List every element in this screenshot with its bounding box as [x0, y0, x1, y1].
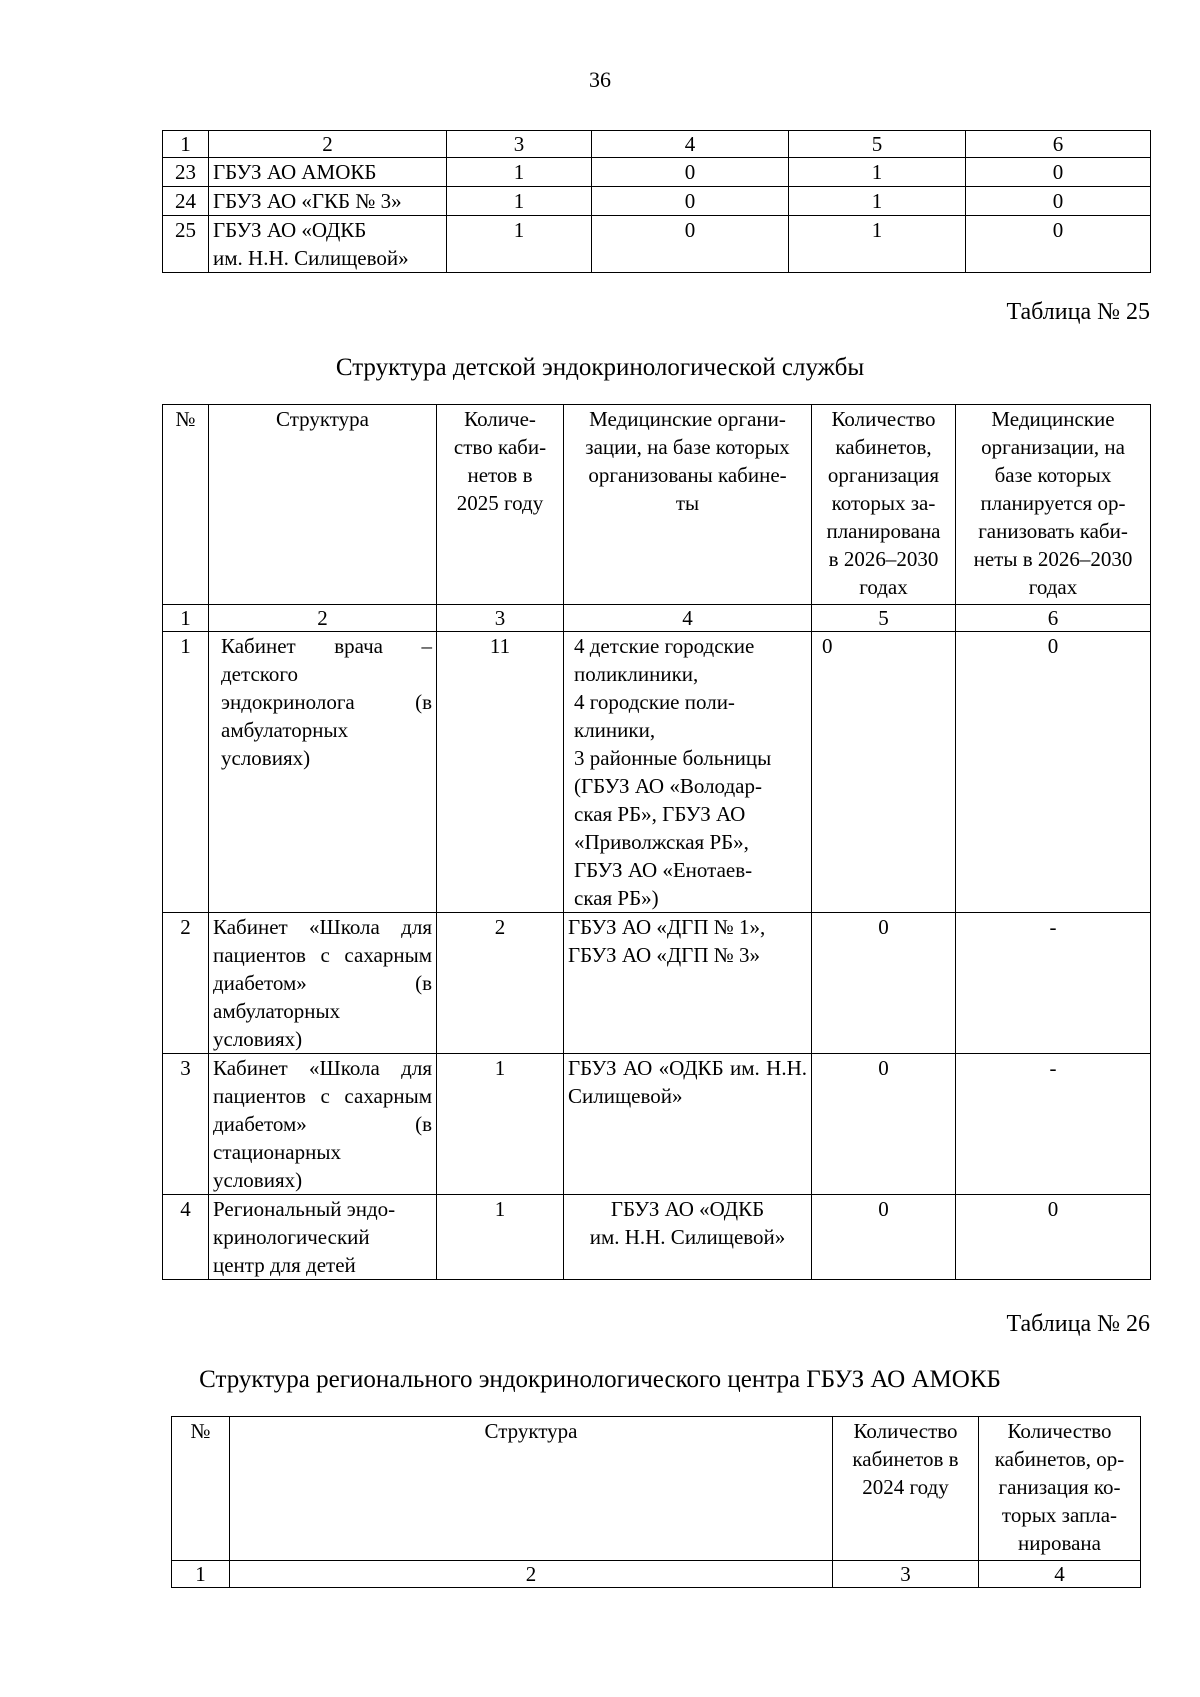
- colnum: 5: [789, 131, 966, 158]
- planned-cell: 0: [812, 1054, 956, 1195]
- table-26: [171, 1416, 1141, 1588]
- cell: 0: [592, 216, 789, 273]
- org-name: ГБУЗ АО «ГКБ № 3»: [209, 187, 447, 216]
- row-number: 24: [163, 187, 209, 216]
- row-number: 2: [163, 913, 209, 1054]
- colnum: 1: [172, 1561, 230, 1588]
- row-number: 23: [163, 158, 209, 187]
- cell: 0: [966, 216, 1151, 273]
- orgs-cell: ГБУЗ АО «ОДКБ им. Н.Н. Силищевой»: [564, 1054, 812, 1195]
- table-row: [163, 187, 1151, 216]
- org-name: ГБУЗ АО АМОКБ: [209, 158, 447, 187]
- table-26-title: Структура регионального эндокринологического центра ГБУЗ АО АМОКБ: [199, 1366, 1001, 1393]
- colnum: 1: [163, 605, 209, 632]
- header-row: [163, 405, 1151, 605]
- header-number: №: [163, 405, 209, 605]
- planned-cell: 0: [812, 632, 956, 913]
- row-number: 1: [163, 632, 209, 913]
- header-planned-organizations: Медицинские организации, на базе которых планируется ор- ганизовать каби- неты в 2026–2030 годах: [956, 405, 1151, 605]
- row-number: 4: [163, 1195, 209, 1280]
- structure-cell: Региональный эндо- кринологический центр для детей: [209, 1195, 437, 1280]
- cell: 1: [447, 216, 592, 273]
- colnum: 3: [447, 131, 592, 158]
- header-planned-count: Количество кабинетов, организация которых за- планирована в 2026–2030 годах: [812, 405, 956, 605]
- cell: 0: [592, 158, 789, 187]
- colnum: 4: [564, 605, 812, 632]
- colnum: 4: [979, 1561, 1141, 1588]
- column-number-row: [163, 605, 1151, 632]
- page-number: 36: [589, 67, 611, 92]
- structure-cell: Кабинет врача – детского эндокринолога (в амбулаторных условиях): [209, 632, 437, 913]
- cell: 0: [966, 187, 1151, 216]
- table-25: [162, 404, 1151, 1280]
- orgs-cell: ГБУЗ АО «ОДКБ им. Н.Н. Силищевой»: [564, 1195, 812, 1280]
- table-row: [163, 1195, 1151, 1280]
- cell: 0: [592, 187, 789, 216]
- header-count-2024: Количество кабинетов в 2024 году: [833, 1417, 979, 1561]
- planned-orgs-cell: 0: [956, 1195, 1151, 1280]
- colnum: 6: [966, 131, 1151, 158]
- header-structure: Структура: [209, 405, 437, 605]
- header-row: [172, 1417, 1141, 1561]
- colnum: 2: [209, 131, 447, 158]
- colnum: 2: [230, 1561, 833, 1588]
- continuation-table: [162, 130, 1151, 273]
- count-cell: 2: [437, 913, 564, 1054]
- table-25-caption: Таблица № 25: [1006, 299, 1150, 325]
- header-organizations: Медицинские органи- зации, на базе которых организованы кабине- ты: [564, 405, 812, 605]
- cell: 1: [447, 158, 592, 187]
- count-cell: 11: [437, 632, 564, 913]
- colnum: 5: [812, 605, 956, 632]
- row-number: 25: [163, 216, 209, 273]
- cell: 1: [789, 216, 966, 273]
- colnum: 4: [592, 131, 789, 158]
- planned-orgs-cell: -: [956, 1054, 1151, 1195]
- structure-cell: Кабинет «Школа для пациентов с сахарным диабетом» (в амбулаторных условиях): [209, 913, 437, 1054]
- orgs-cell: ГБУЗ АО «ДГП № 1», ГБУЗ АО «ДГП № 3»: [564, 913, 812, 1054]
- header-count-2025: Количе- ство каби- нетов в 2025 году: [437, 405, 564, 605]
- count-cell: 1: [437, 1195, 564, 1280]
- cell: 1: [789, 187, 966, 216]
- cell: 1: [789, 158, 966, 187]
- planned-cell: 0: [812, 1195, 956, 1280]
- header-number: №: [172, 1417, 230, 1561]
- orgs-cell: 4 детские городские поликлиники, 4 городские поли- клиники, 3 районные больницы (ГБУЗ АО «Володар- ская РБ», ГБУЗ АО «Приволжская РБ», ГБУЗ АО «Енотаев- ская РБ»): [564, 632, 812, 913]
- table-26-caption: Таблица № 26: [1006, 1311, 1150, 1337]
- cell: 0: [966, 158, 1151, 187]
- org-name: ГБУЗ АО «ОДКБ им. Н.Н. Силищевой»: [209, 216, 447, 273]
- colnum: 3: [833, 1561, 979, 1588]
- header-structure: Структура: [230, 1417, 833, 1561]
- colnum: 3: [437, 605, 564, 632]
- planned-cell: 0: [812, 913, 956, 1054]
- row-number: 3: [163, 1054, 209, 1195]
- column-number-row: [163, 131, 1151, 158]
- table-row: [163, 913, 1151, 1054]
- column-number-row: [172, 1561, 1141, 1588]
- cell: 1: [447, 187, 592, 216]
- count-cell: 1: [437, 1054, 564, 1195]
- structure-cell: Кабинет «Школа для пациентов с сахарным диабетом» (в стационарных условиях): [209, 1054, 437, 1195]
- planned-orgs-cell: -: [956, 913, 1151, 1054]
- colnum: 2: [209, 605, 437, 632]
- colnum: 6: [956, 605, 1151, 632]
- table-row: [163, 632, 1151, 913]
- colnum: 1: [163, 131, 209, 158]
- table-row: [163, 158, 1151, 187]
- planned-orgs-cell: 0: [956, 632, 1151, 913]
- table-row: [163, 216, 1151, 273]
- table-25-title: Структура детской эндокринологической службы: [335, 354, 865, 381]
- table-row: [163, 1054, 1151, 1195]
- header-planned-count: Количество кабинетов, ор- ганизация ко- торых запла- нирована: [979, 1417, 1141, 1561]
